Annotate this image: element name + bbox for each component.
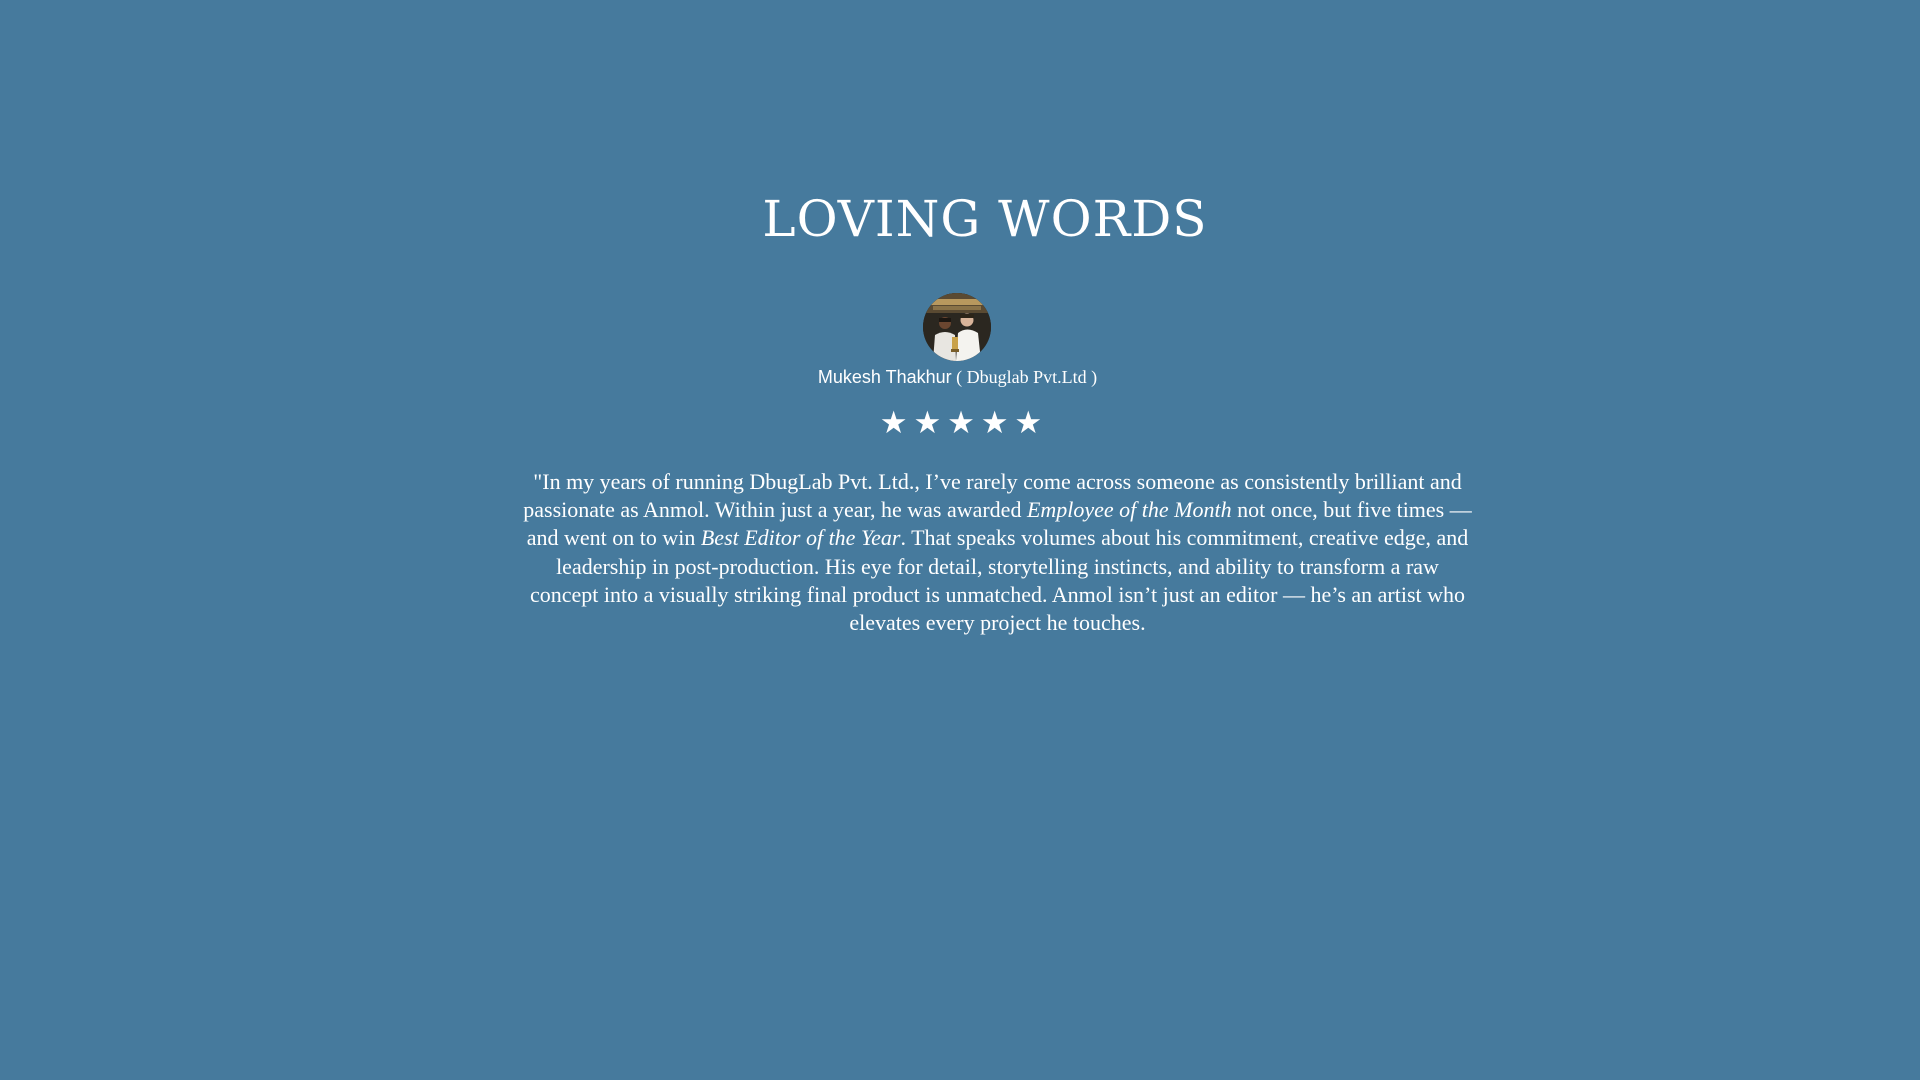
avatar <box>923 293 991 361</box>
quote-text: not once, but five times — and went on to win <box>526 497 1472 551</box>
author-photo <box>923 293 991 361</box>
quote-text: "In my years of running DbugLab Pvt. Ltd., I’ve rarely come across someone as consistently brilliant and passionate as Anmol. Within just a year, he was awarded <box>523 469 1462 523</box>
quote-emphasis-best-editor: Best Editor of the Year <box>700 525 901 551</box>
star-icon: ★ <box>913 405 940 441</box>
quote-emphasis-employee-of-month: Employee of the Month <box>1026 497 1232 523</box>
star-icon: ★ <box>980 405 1007 441</box>
star-icon: ★ <box>947 405 973 441</box>
quote-text: . That speaks volumes about his commitment, creative edge, and leadership in post-production. His eye for detail, storytelling instincts, and ability to transform a raw concept into a visually striking final product is unmatched. Anmol isn’t just an editor — he’s an artist who elevates every project he touches. <box>529 525 1469 636</box>
testimonial-quote <box>520 468 1475 637</box>
author-company: ( Dbuglab Pvt.Ltd ) <box>956 367 1098 387</box>
author-name: Mukesh Thakhur <box>817 367 952 387</box>
author-line <box>0 365 1920 389</box>
rating-stars <box>0 403 1920 443</box>
star-icon: ★ <box>879 405 906 441</box>
section-title: LOVING WORDS <box>762 190 1208 248</box>
star-icon: ★ <box>1014 405 1041 441</box>
